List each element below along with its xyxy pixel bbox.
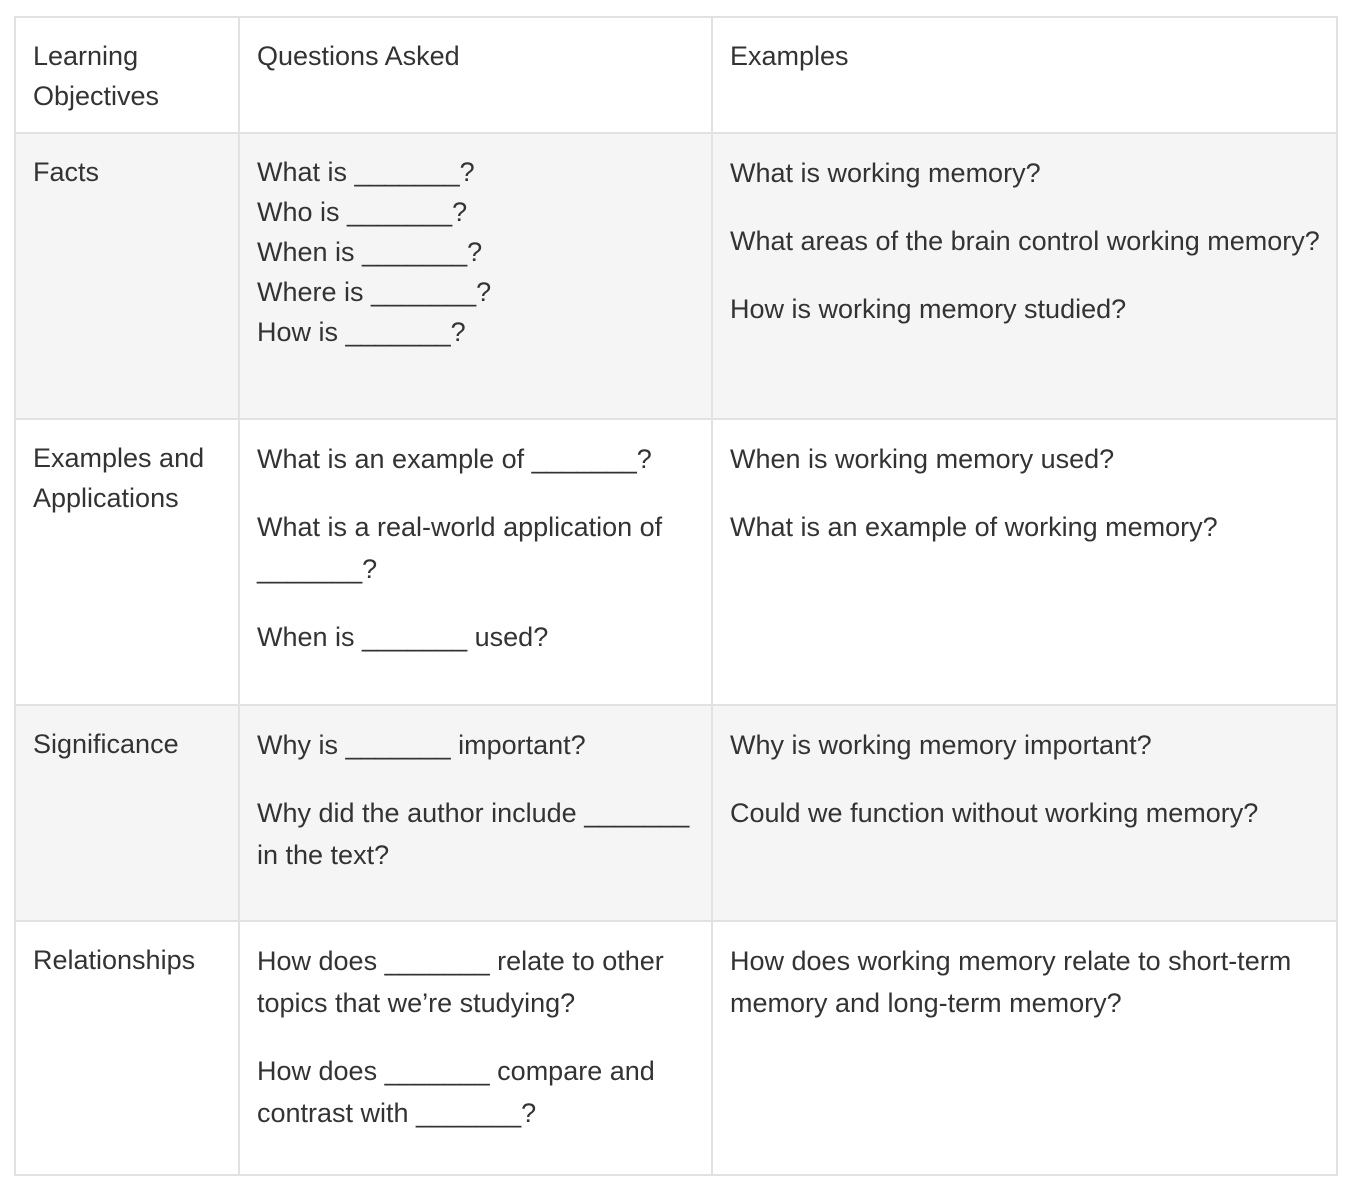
objective-label: Relationships	[33, 945, 196, 975]
question-text: Why is _______ important?	[257, 730, 586, 760]
example-text: What is working memory?	[730, 158, 1041, 188]
learning-objectives-table	[14, 16, 1338, 1176]
question-text: When is _______?	[257, 237, 483, 267]
examples-cell	[712, 133, 1337, 419]
example-text: How does working memory relate to short-term memory and long-term memory?	[730, 946, 1292, 1018]
table-row-examples-applications	[15, 419, 1337, 705]
header-objectives-text: Learning Objectives	[33, 41, 160, 111]
question-text: Why did the author include _______ in the text?	[257, 798, 690, 870]
header-row	[15, 17, 1337, 133]
objective-cell	[15, 705, 239, 921]
example-text: Why is working memory important?	[730, 730, 1152, 760]
header-questions-text: Questions Asked	[257, 41, 460, 71]
header-examples	[712, 17, 1337, 133]
example-text: How is working memory studied?	[730, 294, 1127, 324]
example-text: What is an example of working memory?	[730, 512, 1218, 542]
question-text: When is _______ used?	[257, 622, 549, 652]
table-row-significance	[15, 705, 1337, 921]
objective-label: Significance	[33, 729, 179, 759]
example-text: When is working memory used?	[730, 444, 1115, 474]
objective-cell	[15, 419, 239, 705]
objective-cell	[15, 133, 239, 419]
question-text: Where is _______?	[257, 277, 492, 307]
question-text: How does _______ relate to other topics that we’re studying?	[257, 946, 664, 1018]
objective-label: Facts	[33, 157, 100, 187]
questions-cell	[239, 419, 712, 705]
question-text: What is an example of _______?	[257, 444, 652, 474]
question-text: How does _______ compare and contrast with _______?	[257, 1056, 655, 1128]
question-text: How is _______?	[257, 317, 466, 347]
question-text: What is a real-world application of _______?	[257, 512, 663, 584]
question-text: Who is _______?	[257, 197, 468, 227]
header-objectives	[15, 17, 239, 133]
example-text: What areas of the brain control working memory?	[730, 226, 1320, 256]
examples-cell	[712, 419, 1337, 705]
header-examples-text: Examples	[730, 41, 849, 71]
questions-cell	[239, 705, 712, 921]
objective-label: Examples and Applications	[33, 443, 205, 513]
table-row-relationships	[15, 921, 1337, 1175]
header-questions	[239, 17, 712, 133]
question-text: What is _______?	[257, 157, 475, 187]
examples-cell	[712, 705, 1337, 921]
examples-cell	[712, 921, 1337, 1175]
questions-cell	[239, 921, 712, 1175]
questions-cell	[239, 133, 712, 419]
objective-cell	[15, 921, 239, 1175]
example-text: Could we function without working memory?	[730, 798, 1259, 828]
table-row-facts	[15, 133, 1337, 419]
